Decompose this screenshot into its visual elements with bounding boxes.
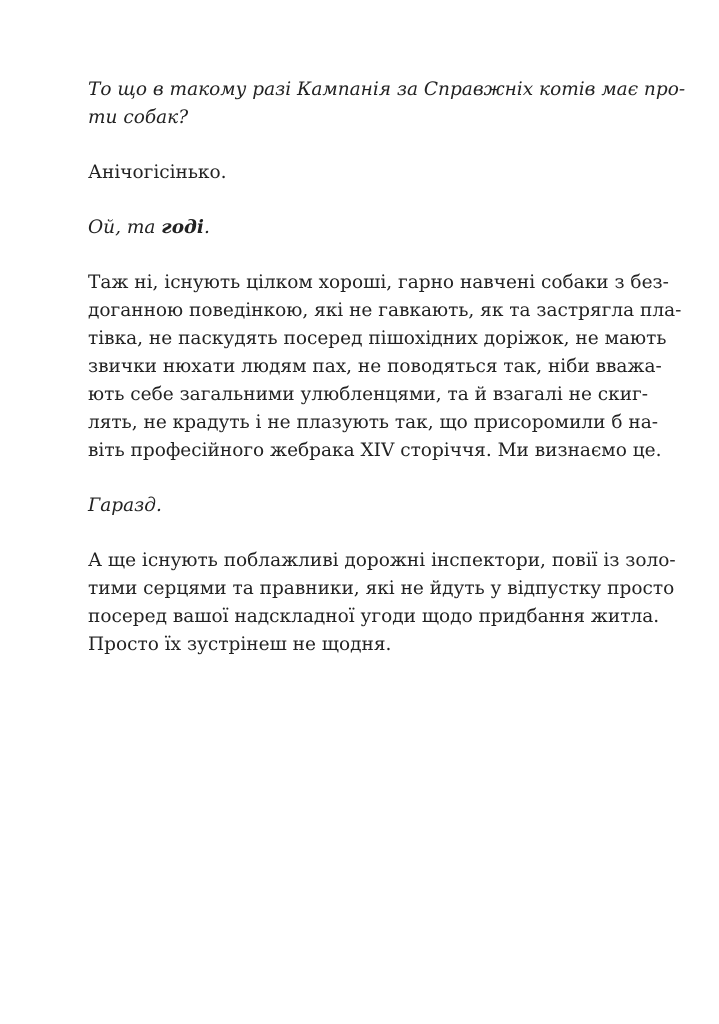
text-line: Таж ні, існують цілком хороші, гарно навчені собаки з без-: [88, 272, 669, 293]
book-page: [88, 76, 686, 686]
text-line: віть професійного жебрака XIV сторіччя. Ми визнаємо це.: [88, 440, 662, 461]
others-paragraph: [88, 547, 676, 659]
text-line: звички нюхати людям пах, не поводяться так, ніби вважа-: [88, 356, 662, 377]
text-line: То що в такому разі Кампанія за Справжніх котів має про-: [88, 79, 686, 100]
dogs-paragraph: [88, 269, 682, 465]
exclamation-paragraph: [88, 214, 633, 242]
text-line: посеред вашої надскладної угоди щодо придбання житла.: [88, 606, 660, 627]
exclamation-suffix: .: [203, 217, 210, 238]
text-line: лять, не крадуть і не плазують так, що присоромили б на-: [88, 412, 658, 433]
exclamation-prefix: Ой, та: [88, 217, 162, 238]
agreement-paragraph: [88, 492, 633, 520]
text-line: тівка, не паскудять посеред пішохідних доріжок, не мають: [88, 328, 667, 349]
answer-paragraph: [88, 159, 633, 187]
text-line: доганною поведінкою, які не гавкають, як та застрягла пла-: [88, 300, 682, 321]
text-line: А ще існують поблажливі дорожні інспектори, повії із золо-: [88, 550, 676, 571]
text-line: Анічогісінько.: [88, 162, 227, 183]
text-line: ють себе загальними улюбленцями, та й взагалі не скиг-: [88, 384, 648, 405]
question-paragraph: [88, 76, 686, 132]
exclamation-emphasis: годі: [161, 217, 204, 238]
text-line: [88, 214, 633, 242]
text-line: тими серцями та правники, які не йдуть у відпустку просто: [88, 578, 675, 599]
text-line: Гаразд.: [88, 495, 162, 516]
text-line: ти собак?: [88, 107, 189, 128]
text-line: Просто їх зустрінеш не щодня.: [88, 634, 392, 655]
